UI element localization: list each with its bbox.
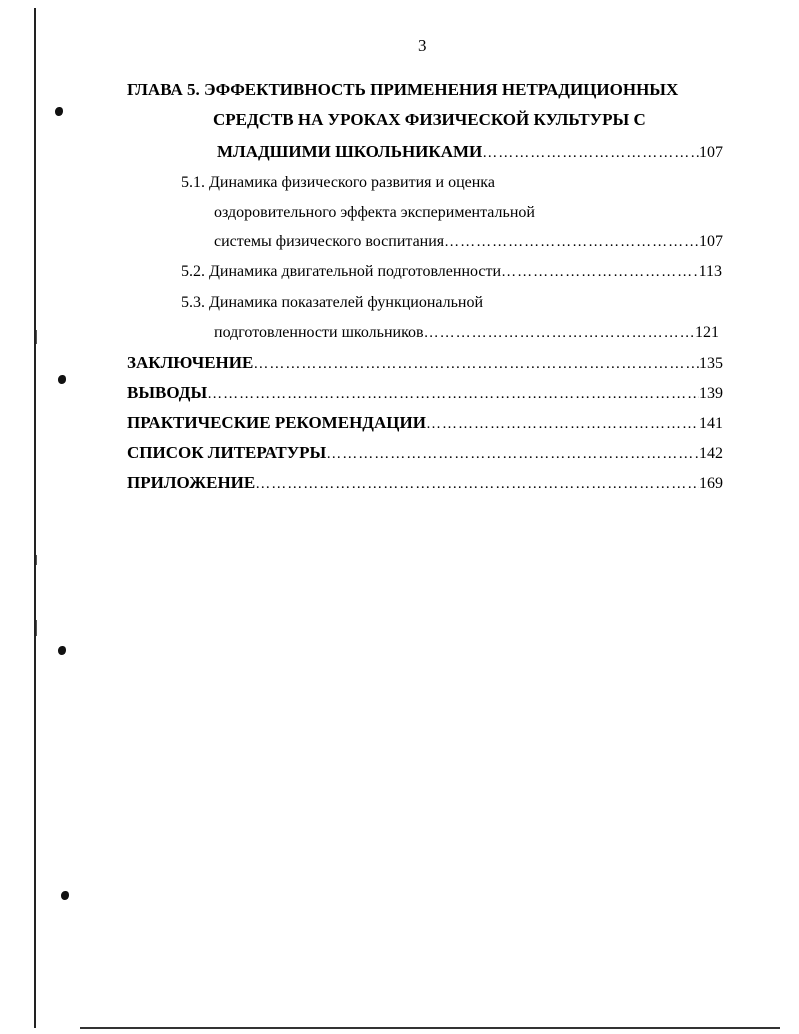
section-5-1-line-3: системы физического воспитания: [214, 233, 445, 250]
entry-title: ЗАКЛЮЧЕНИЕ: [127, 353, 254, 372]
toc-row-section-5-3: [214, 322, 719, 344]
page-ref: 121: [695, 324, 719, 341]
punch-hole-mark: [61, 891, 69, 900]
page-ref: 135: [699, 355, 723, 372]
toc-row-references: [127, 442, 723, 465]
entry-title: ПРИЛОЖЕНИЕ: [127, 473, 256, 492]
page-ref: 107: [699, 144, 723, 161]
page-ref: 142: [699, 445, 723, 462]
entry-title: ПРАКТИЧЕСКИЕ РЕКОМЕНДАЦИИ: [127, 413, 426, 432]
leader-dots: [253, 353, 699, 375]
scan-speck: [36, 330, 37, 344]
toc-row-findings: [127, 382, 723, 405]
chapter-5-title-line-3: МЛАДШИМИ ШКОЛЬНИКАМИ: [217, 142, 483, 161]
leader-dots: [501, 261, 699, 283]
leader-dots: [482, 142, 699, 164]
scan-speck: [36, 620, 37, 636]
toc-row-recommendations: [127, 412, 723, 435]
page-number: 3: [418, 36, 427, 55]
toc-row-section-5-2: [181, 261, 722, 283]
leader-dots: [424, 322, 695, 344]
section-5-2-title: 5.2. Динамика двигательной подготовленности: [181, 263, 502, 280]
page-ref: 141: [699, 415, 723, 432]
scan-speck: [36, 555, 37, 565]
chapter-5-title-line-2: СРЕДСТВ НА УРОКАХ ФИЗИЧЕСКОЙ КУЛЬТУРЫ С: [213, 110, 646, 129]
punch-hole-mark: [58, 375, 66, 384]
scan-bottom-edge: [80, 1027, 780, 1029]
page-ref: 139: [699, 385, 723, 402]
binding-margin-line: [34, 8, 36, 1028]
page-ref: 169: [699, 475, 723, 492]
entry-title: ВЫВОДЫ: [127, 383, 208, 402]
punch-hole-mark: [55, 107, 63, 116]
section-5-3-line-1: 5.3. Динамика показателей функциональной: [181, 294, 484, 311]
toc-row-chapter-5: [217, 141, 723, 164]
punch-hole-mark: [58, 646, 66, 655]
section-5-1-line-1: 5.1. Динамика физического развития и оценка: [181, 174, 495, 191]
leader-dots: [426, 413, 699, 435]
toc-row-conclusion: [127, 352, 723, 375]
toc-row-appendix: [127, 472, 723, 495]
toc-row-section-5-1: [214, 231, 723, 253]
leader-dots: [326, 443, 699, 465]
section-5-1-line-2: оздоровительного эффекта экспериментальной: [214, 204, 535, 221]
leader-dots: [255, 473, 699, 495]
entry-title: СПИСОК ЛИТЕРАТУРЫ: [127, 443, 327, 462]
section-5-3-line-2: подготовленности школьников: [214, 324, 424, 341]
leader-dots: [207, 383, 699, 405]
page-ref: 113: [698, 263, 722, 280]
page-ref: 107: [699, 233, 723, 250]
chapter-5-title-line-1: ГЛАВА 5. ЭФФЕКТИВНОСТЬ ПРИМЕНЕНИЯ НЕТРАДИЦИОННЫХ: [127, 80, 679, 99]
leader-dots: [444, 231, 699, 253]
